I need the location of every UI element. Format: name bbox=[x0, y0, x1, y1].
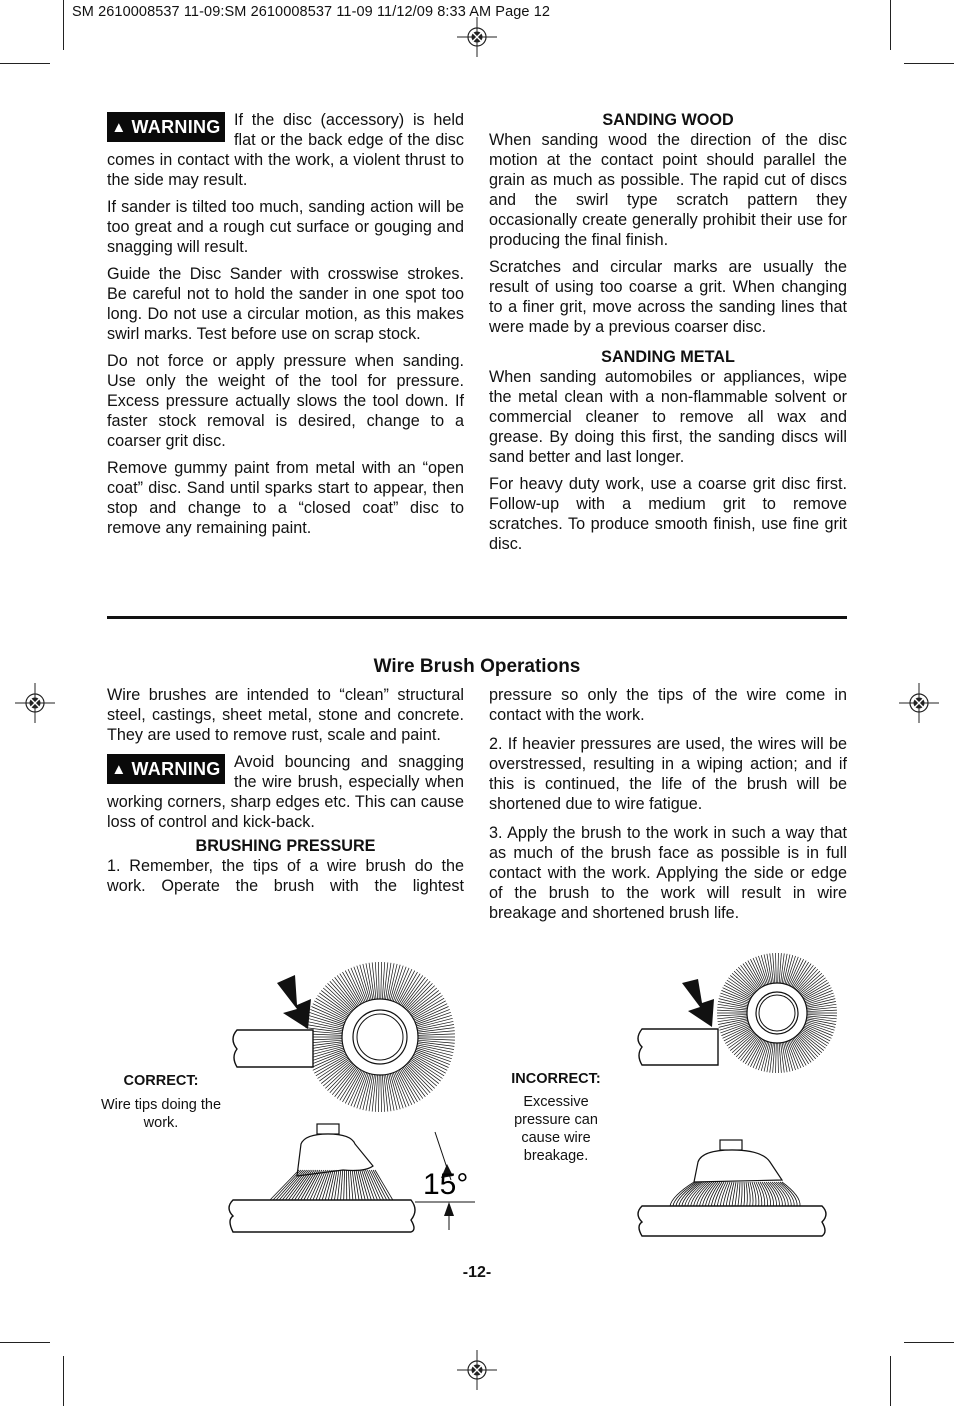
wire-brush-warning bbox=[107, 752, 464, 832]
registration-mark-left bbox=[15, 683, 55, 723]
right-column-wire-brush bbox=[489, 685, 847, 930]
paragraph: Guide the Disc Sander with crosswise strokes. Be careful not to hold the sander in one spot too long. Do not use a circular motion, as this makes swirl marks. Test before use on scrap stock. bbox=[107, 265, 464, 343]
registration-mark-top bbox=[457, 17, 497, 57]
page-number: -12- bbox=[462, 1264, 492, 1281]
sanding-metal-heading: SANDING METAL bbox=[601, 348, 735, 366]
sanding-wood-heading: SANDING WOOD bbox=[602, 111, 734, 129]
incorrect-label: INCORRECT: bbox=[511, 1071, 601, 1087]
warning-badge bbox=[107, 754, 225, 784]
warning-badge bbox=[107, 112, 225, 142]
incorrect-caption-text: Excessive pressure can cause wire breakage. bbox=[514, 1094, 598, 1164]
right-column-sanding bbox=[489, 110, 847, 561]
wire-brush-title: Wire Brush Operations bbox=[373, 656, 581, 677]
paragraph: For heavy duty work, use a coarse grit disc first. Follow-up with a medium grit to remove scratches. To produce smooth finish, use fine grit disc. bbox=[489, 475, 847, 553]
paragraph: 1. Remember, the tips of a wire brush do the work. Operate the brush with the lightest bbox=[107, 857, 464, 895]
paragraph: Do not force or apply pressure when sanding. Use only the weight of the tool for pressure. Excess pressure actually slows the tool down. If faster stock removal is desired, change to a coarser grit disc. bbox=[107, 352, 464, 450]
correct-cup-brush-illustration bbox=[225, 1120, 485, 1240]
paragraph: Scratches and circular marks are usually the result of using too coarse a grit. When changing to a finer grit, move across the sanding lines that were made by a previous coarser disc. bbox=[489, 258, 847, 336]
incorrect-caption bbox=[500, 1070, 612, 1165]
paragraph: 3. Apply the brush to the work in such a way that as much of the brush face as possible is in full contact with the work. Applying the side or edge of the brush to the work will result in wire breakage and shortened brush life. bbox=[489, 824, 847, 922]
registration-mark-right bbox=[899, 683, 939, 723]
section-divider bbox=[107, 616, 847, 619]
incorrect-cup-brush-illustration bbox=[630, 1130, 840, 1245]
warning-badge-label: WARNING bbox=[131, 117, 221, 137]
angle-label: 15° bbox=[423, 1168, 469, 1201]
wire-brush-warning-text: Avoid bouncing and snagging the wire brush, especially when working corners, sharp edges etc. This can cause loss of control and kick-back. bbox=[107, 753, 464, 831]
paragraph: When sanding automobiles or appliances, wipe the metal clean with a non-flammable solvent or commercial cleaner to remove all wax and grease. By doing this first, the sanding discs will sand better and last longer. bbox=[489, 368, 847, 466]
correct-wheel-brush-illustration bbox=[225, 955, 465, 1105]
warning-badge-label: WARNING bbox=[131, 759, 221, 779]
correct-caption-text: Wire tips doing the work. bbox=[100, 1097, 222, 1131]
disc-warning bbox=[107, 110, 464, 190]
warning-triangle-icon: ▲ bbox=[111, 761, 127, 778]
print-slug: SM 2610008537 11-09:SM 2610008537 11-09 11/12/09 8:33 AM Page 12 bbox=[72, 4, 551, 20]
correct-label: CORRECT: bbox=[123, 1073, 199, 1089]
wire-brush-intro: Wire brushes are intended to “clean” structural steel, castings, sheet metal, stone and concrete. They are used to remove rust, scale and paint. bbox=[107, 686, 464, 744]
warning-triangle-icon: ▲ bbox=[111, 119, 127, 136]
paragraph: pressure so only the tips of the wire come in contact with the work. bbox=[489, 686, 847, 724]
registration-mark-bottom bbox=[457, 1350, 497, 1390]
left-column-sanding bbox=[107, 110, 464, 545]
paragraph: Remove gummy paint from metal with an “open coat” disc. Sand until sparks start to appear, then stop and change to a “closed coat” disc to remove any remaining paint. bbox=[107, 459, 464, 537]
paragraph: If sander is tilted too much, sanding action will be too great and a rough cut surface or gouging and snagging will result. bbox=[107, 198, 464, 256]
left-column-wire-brush bbox=[107, 685, 464, 903]
correct-caption bbox=[100, 1072, 222, 1132]
disc-warning-text: If the disc (accessory) is held flat or the back edge of the disc comes in contact with the work, a violent thrust to the side may result. bbox=[107, 111, 464, 189]
paragraph: When sanding wood the direction of the disc motion at the contact point should parallel the grain as much as possible. The rapid cut of discs and the swirl type scratch pattern they occasionally create generally prohibit their use for producing the final finish. bbox=[489, 131, 847, 249]
paragraph: 2. If heavier pressures are used, the wires will be overstressed, resulting in a wiping action; and if this is continued, the life of the brush will be shortened due to wire fatigue. bbox=[489, 735, 847, 813]
brushing-pressure-heading: BRUSHING PRESSURE bbox=[195, 837, 376, 855]
incorrect-wheel-brush-illustration bbox=[630, 955, 860, 1105]
